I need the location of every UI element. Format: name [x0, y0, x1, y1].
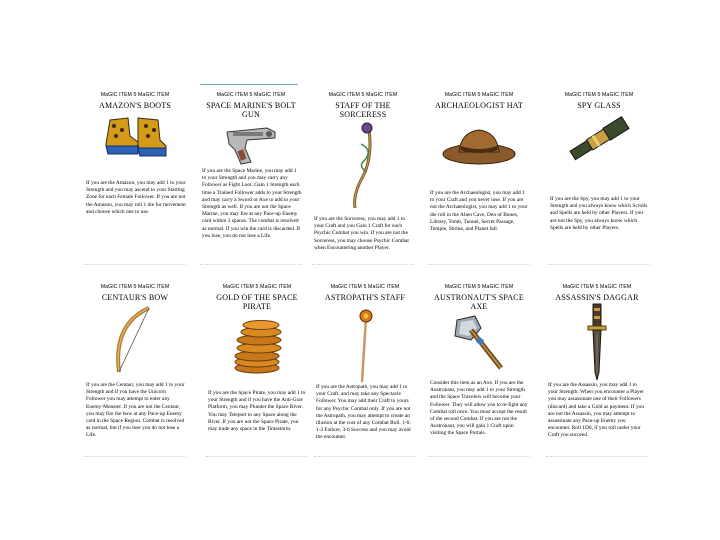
- card-header: MaGIC ITEM 5 MaGIC ITEM: [444, 284, 514, 290]
- card-separator: [428, 264, 530, 265]
- card-text: If you are the Amazon, you may add 1 to your Strength and you may ascend to your Starting Zone for each Female Follower. If you are not the Amazon, you may roll 1 die for movement and choose which one to use.: [86, 180, 186, 215]
- card-header: MaGIC ITEM 5 MaGIC ITEM: [444, 92, 514, 98]
- card-title: ARCHAEOLOGIST HAT: [435, 101, 523, 110]
- card-text: If you are the Assassin, you may add 1 to your Strength. When you encounter a Player you may assassinate one of their Followers (discard) and take a Gold as payment. If you are not the Assassin, you may attempt to assassinate any Pace-up Enemy you encounter. Roll 1D6, if you roll under your Craft you succeed.: [548, 382, 644, 439]
- bow-icon: [109, 304, 161, 376]
- card-archaeologist-hat: [428, 92, 530, 270]
- card-text: If you are the Spy, you may add 1 to your Strength and you always know which Scrolls and Spells are held by other Players. If you are not the Spy, you always know which Spells are held by other Players.: [550, 196, 648, 231]
- boots-icon: [102, 114, 168, 160]
- card-separator: [84, 264, 186, 265]
- staff-icon: [343, 120, 383, 212]
- card-gold-of-the-space-pirate: [206, 284, 308, 462]
- dagger-icon: [582, 302, 612, 382]
- card-header: MaGIC ITEM 5 MaGIC ITEM: [562, 284, 632, 290]
- card-header: MaGIC ITEM 5 MaGIC ITEM: [328, 92, 398, 98]
- card-separator: [200, 264, 302, 265]
- card-separator: [206, 456, 308, 457]
- card-staff-of-the-sorceress: [312, 92, 414, 270]
- card-title: ASSASSIN'S DAGGAR: [555, 293, 639, 302]
- card-header: MaGIC ITEM 5 MaGIC ITEM: [100, 92, 170, 98]
- space-axe-icon: [449, 314, 509, 374]
- card-header: MaGIC ITEM 5 MaGIC ITEM: [564, 92, 634, 98]
- card-title: AUSTRONAUT'S SPACE AXE: [434, 293, 524, 311]
- card-separator: [84, 456, 186, 457]
- card-centaurs-bow: [84, 284, 186, 462]
- card-title: ASTROPATH'S STAFF: [324, 293, 406, 302]
- top-rule: [200, 84, 298, 85]
- card-text: If you are the Astropath, you may add 1 to your Craft, and may take any Spectacle Follower. You may add their Craft to yours for any Psychic Combat only. If you are not the Astropath, you may attempt to create an illusion at the cost of any Combat Roll. 1-6: 1-2 Failure, 3-6 Success and you may avoid the encounter.: [316, 384, 411, 441]
- card-austronauts-space-axe: [428, 284, 530, 462]
- card-title: AMAZON'S BOOTS: [98, 101, 172, 110]
- bolt-gun-icon: [223, 122, 279, 166]
- card-title: STAFF OF THE SORCERESS: [335, 101, 391, 119]
- card-title: GOLD OF THE SPACE PIRATE: [216, 293, 298, 311]
- card-separator: [546, 456, 648, 457]
- card-title: SPACE MARINE'S BOLT GUN: [206, 101, 296, 119]
- astropath-staff-icon: [350, 308, 380, 384]
- card-text: If you are the Space Pirate, you may add 1 to your Strength and if you have the Anti-Grav Platform, you may Plunder the Space River. You may Teleport to any Space along the River. If you are not the Space Pirate, you may trade any space in the Timestorm.: [208, 390, 306, 433]
- card-header: MaGIC ITEM 5 MaGIC ITEM: [330, 284, 400, 290]
- gold-icon: [229, 318, 285, 374]
- card-spy-glass: [548, 92, 650, 270]
- card-title: SPY GLASS: [577, 101, 621, 110]
- card-text: If you are the Archaeologist, you may add 1 to your Craft and you never lose. If you are not the Archaeologist, you may add 1 to your die roll in the Alien Cave, Den of Bones, Library, Tomb, Tunnel, Secret Passage, Temple, Shrine, and Planet fall.: [430, 190, 528, 233]
- card-space-marines-bolt-gun: [200, 92, 302, 270]
- card-separator: [428, 456, 530, 457]
- card-text: If you are the Centaur, you may add 1 to your Strength and if you have the Unicorn Follower you may attempt to enter any Enemy-Monster. If you are not the Centaur, you may fire the bow at any Pace-up Enemy card in the Space Region. Combat is resolved as normal, but if you lose you do not lose a Life.: [86, 382, 185, 439]
- card-separator: [312, 264, 414, 265]
- card-header: MaGIC ITEM 5 MaGIC ITEM: [100, 284, 170, 290]
- card-amazons-boots: [84, 92, 186, 270]
- card-separator: [548, 264, 650, 265]
- card-text: If you are the Space Marine, you may add 1 to your Strength and you may carry any Follower as Fight Loot. Gain 1 Strength each time a Trained Follower adds to your Strength and may carry a Sword or Axe to add to your Strength as well. If you are not the Space Marine, you may fire at any Pace-up Enemy card within 3 spaces. The combat is resolved as normal. If you win the card is discarded. If you lose, you do not lose a Life.: [202, 168, 302, 239]
- card-title: CENTAUR'S BOW: [101, 293, 169, 302]
- card-header: MaGIC ITEM 5 MaGIC ITEM: [222, 284, 292, 290]
- hat-icon: [441, 126, 517, 166]
- spyglass-icon: [564, 114, 634, 164]
- card-text: If you are the Sorceress, you may add 1 to your Craft and you Gain 1 Craft for each Psychic Combat you win. If you are not the Sorceress, you may choose Psychic Combat when Encountering another Player.: [314, 216, 409, 251]
- card-assassins-daggar: [546, 284, 648, 462]
- card-text: Consider this item as an Axe. If you are the Austronaut, you may add 1 to your Strength and the Space Travelers will become your Follower. They will allow you to re-fight any Combat roll once. You must accept the result of the second Combat. If you are not the Austronaut, you will gain 1 Craft upon visiting the Space Portals.: [430, 380, 528, 437]
- card-header: MaGIC ITEM 5 MaGIC ITEM: [216, 92, 286, 98]
- card-separator: [314, 456, 416, 457]
- card-astropaths-staff: [314, 284, 416, 462]
